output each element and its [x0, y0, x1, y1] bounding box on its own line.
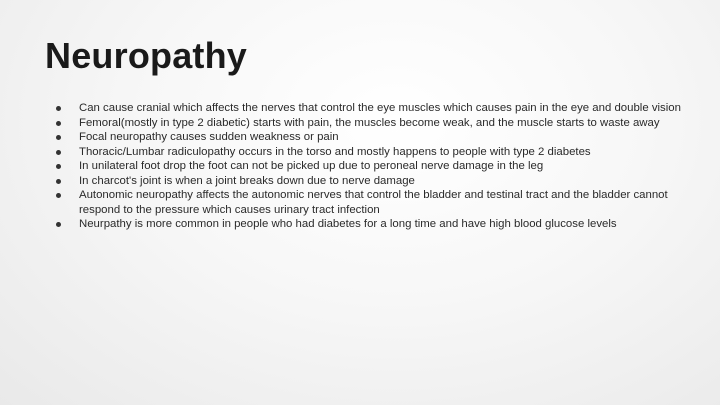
bullet-text: Autonomic neuropathy affects the autonomic nerves that control the bladder and testinal tract and the bladder cannot respond to the pressure which causes urinary tract infection	[79, 189, 668, 216]
bullet-item	[56, 116, 696, 131]
bullet-item	[56, 101, 696, 116]
bullet-dot-icon	[56, 164, 61, 169]
bullet-text: In charcot's joint is when a joint breaks down due to nerve damage	[79, 174, 415, 187]
bullet-item	[56, 130, 696, 145]
bullet-text: Focal neuropathy causes sudden weakness or pain	[79, 131, 339, 143]
bullet-dot-icon	[56, 150, 61, 155]
bullet-text: Thoracic/Lumbar radiculopathy occurs in the torso and mostly happens to people with type 2 diabetes	[79, 145, 591, 158]
bullet-item	[56, 159, 696, 174]
slide-title: Neuropathy	[45, 35, 248, 76]
bullet-text: Can cause cranial which affects the nerves that control the eye muscles which causes pain in the eye and double vision	[79, 102, 681, 114]
bullet-item	[56, 188, 696, 217]
bullet-text: Femoral(mostly in type 2 diabetic) starts with pain, the muscles become weak, and the muscle starts to waste away	[79, 116, 660, 129]
bullet-dot-icon	[56, 222, 61, 227]
bullet-text: Neurpathy is more common in people who had diabetes for a long time and have high blood glucose levels	[79, 218, 617, 230]
bullet-item	[56, 145, 696, 160]
bullet-item	[56, 217, 696, 232]
bullet-dot-icon	[56, 106, 61, 111]
bullet-dot-icon	[56, 135, 61, 140]
bullet-dot-icon	[56, 121, 61, 126]
bullet-dot-icon	[56, 179, 61, 184]
bullet-dot-icon	[56, 193, 61, 198]
bullet-list	[56, 101, 696, 232]
bullet-text: In unilateral foot drop the foot can not be picked up due to peroneal nerve damage in the leg	[79, 160, 544, 172]
bullet-item	[56, 174, 696, 189]
